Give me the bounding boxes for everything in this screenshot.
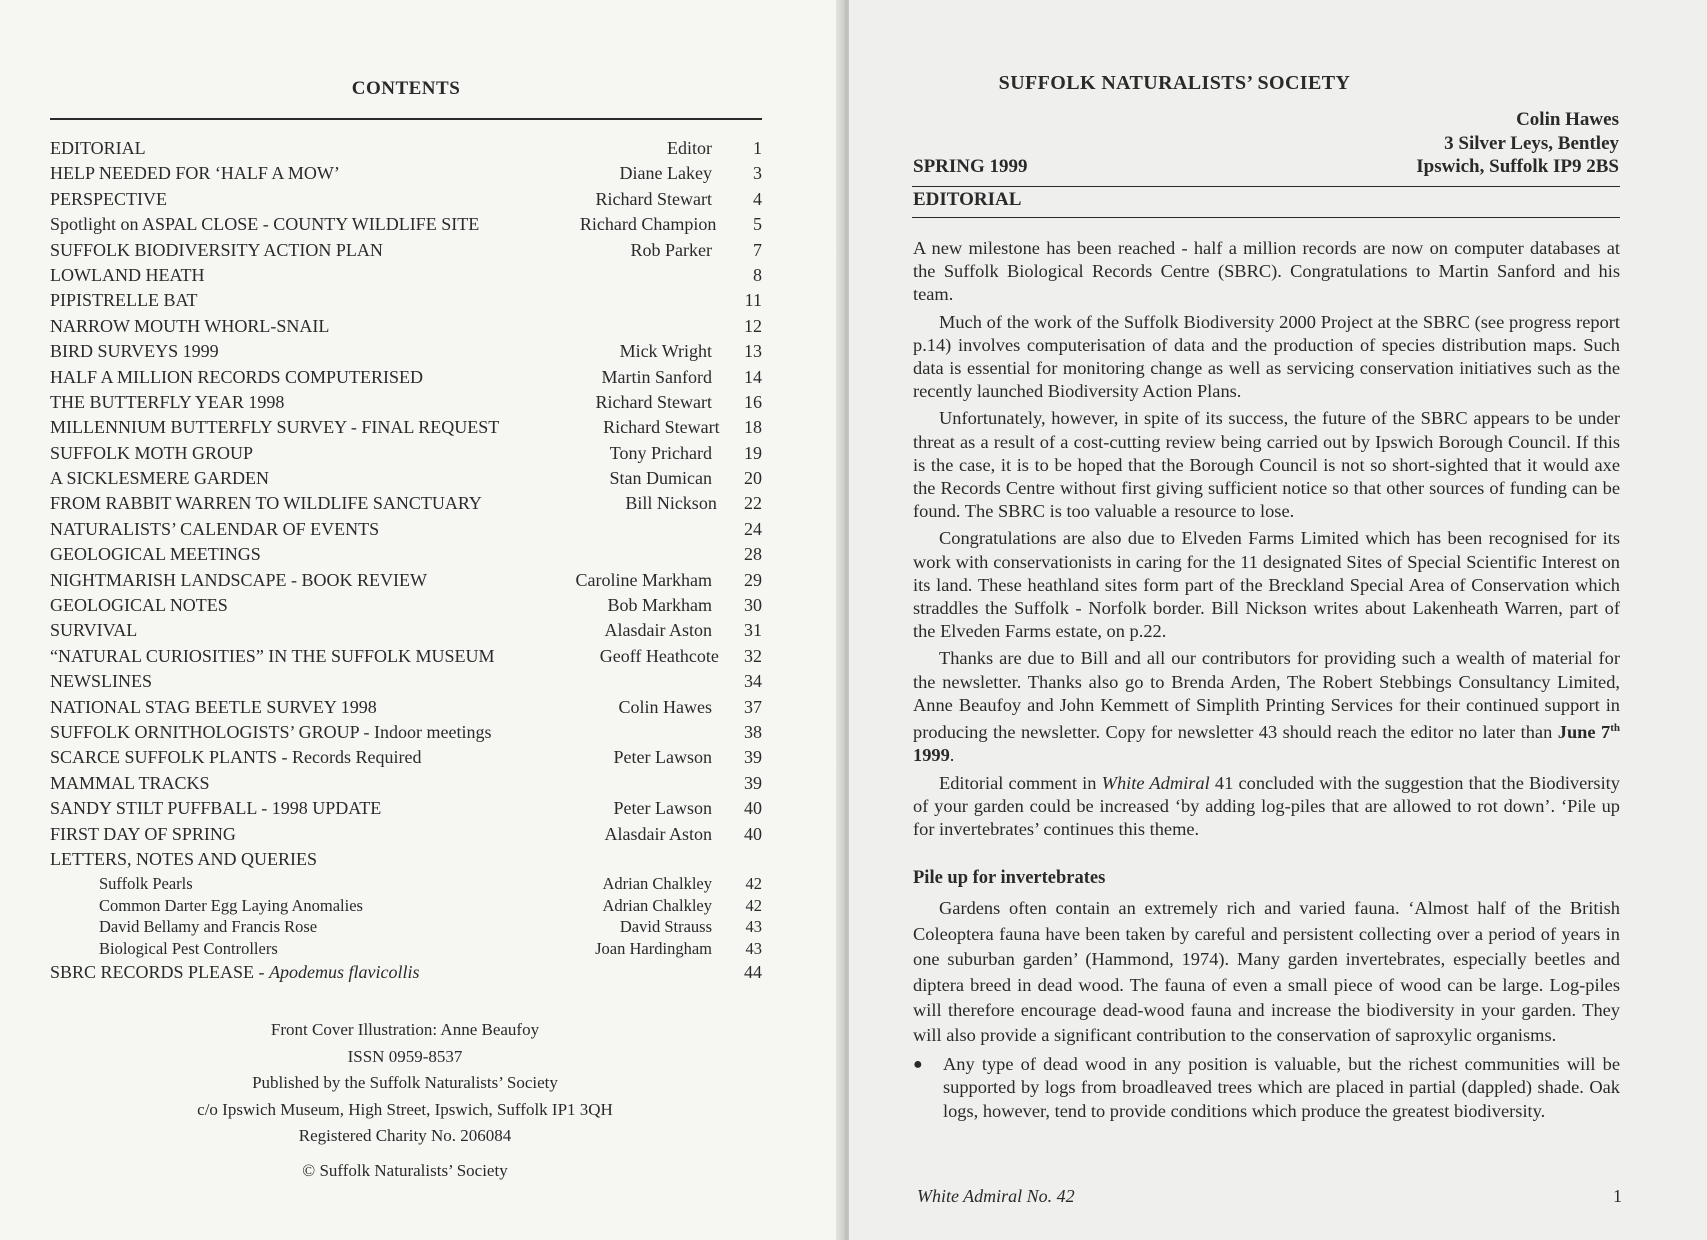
entry-page: 42 [745,895,762,915]
contents-heading: CONTENTS [351,78,461,99]
toc-entry [50,214,762,239]
entry-author: Alasdair Aston [604,620,712,641]
entry-title: LOWLAND HEATH [50,264,205,285]
entry-page: 44 [744,961,762,982]
section-title: EDITORIAL [913,189,1022,210]
toc-entry [50,824,762,849]
entry-title: NATIONAL STAG BEETLE SURVEY 1998 [50,696,377,717]
entry-title: SCARCE SUFFOLK PLANTS - Records Required [50,747,422,768]
entry-page: 42 [745,874,762,894]
entry-page: 34 [744,671,762,692]
section-rule-top [912,186,1620,187]
entry-page: 40 [744,823,762,844]
entry-page: 5 [753,214,762,235]
entry-title: NEWSLINES [50,671,152,692]
entry-author: Stan Dumican [609,468,712,489]
toc-entry [50,544,762,569]
toc-entry [50,570,762,595]
entry-title: GEOLOGICAL MEETINGS [50,544,261,565]
toc-subentry [50,917,762,938]
paragraph-thanks: Thanks are due to Bill and all our contributors for providing such a wealth of material for the newsletter. Thanks also go to Brenda Arden, The Robert Stebbings Consultancy Limited, Anne Beaufoy and John Kemmett of Simplith Printing Services for their continued support in producing the newsletter. Copy for newsletter 43 should reach the editor no later than June 7th 1999. [913,648,1620,766]
entry-page: 40 [744,798,762,819]
entry-author: Richard Stewart [603,417,720,438]
section-rule-bottom [912,217,1620,218]
left-page [0,0,843,1240]
entry-author: Joan Hardingham [595,938,712,958]
entry-author: Peter Lawson [613,747,712,768]
entry-page: 12 [744,315,762,336]
toc-entry [50,798,762,823]
entry-title: NIGHTMARISH LANDSCAPE - BOOK REVIEW [50,569,427,590]
toc-subentry [50,874,762,895]
footer-publication: White Admiral No. 42 [917,1186,1075,1206]
entry-page: 19 [744,442,762,463]
entry-author: Editor [667,138,712,158]
copyright: © Suffolk Naturalists’ Society [302,1160,508,1180]
entry-title: GEOLOGICAL NOTES [50,595,228,616]
toc-entry [50,493,762,518]
paragraph: A new milestone has been reached - half a million records are now on computer databases at the Suffolk Biological Records Centre (SBRC). Congratulations to Martin Sanford and his team. [913,238,1620,305]
entry-title: SUFFOLK ORNITHOLOGISTS’ GROUP - Indoor meetings [50,721,492,742]
entry-author: Diane Lakey [619,163,712,184]
entry-page: 14 [744,366,762,387]
entry-title: SUFFOLK MOTH GROUP [50,442,254,463]
entry-title: THE BUTTERFLY YEAR 1998 [50,391,285,412]
toc-entry [50,697,762,722]
entry-title: Biological Pest Controllers [99,938,278,958]
paragraph-comment: Editorial comment in White Admiral 41 concluded with the suggestion that the Biodiversity of your garden could be increased ‘by adding log-piles that are allowed to rot down’. ‘Pile up for invertebrates’ continues this theme. [913,772,1620,839]
entry-author: Rob Parker [630,239,712,260]
toc-entry [50,367,762,392]
toc-entry [50,849,762,874]
entry-title: Spotlight on ASPAL CLOSE - COUNTY WILDLIFE SITE [50,214,480,235]
entry-page: 20 [744,468,762,489]
issn: ISSN 0959-8537 [347,1046,463,1066]
entry-title: EDITORIAL [50,138,146,158]
publisher: Published by the Suffolk Naturalists’ Society [252,1073,558,1092]
publication-title: White Admiral [1101,772,1210,793]
entry-author: Richard Stewart [595,188,712,209]
toc-entry [50,671,762,696]
toc-entry [50,747,762,772]
toc-entry [50,341,762,366]
entry-page: 31 [744,620,762,641]
page-number: 1 [1613,1186,1622,1206]
entry-title: A SICKLESMERE GARDEN [50,468,270,489]
toc-entry [50,240,762,265]
address-line: Colin Hawes [1516,109,1619,130]
entry-page: 30 [744,595,762,616]
entry-author: Peter Lawson [613,798,712,819]
entry-page: 7 [753,239,762,260]
entry-author: Bill Nickson [625,493,717,514]
entry-title: SANDY STILT PUFFBALL - 1998 UPDATE [50,798,382,819]
toc-entry [50,468,762,493]
bullet-text: Any type of dead wood in any position is valuable, but the richest communities will be supported by logs from broadleaved trees which are placed in partial (dappled) shade. Oak logs, however, tend to provide conditions which produce the greatest biodiversity. [943,1053,1620,1121]
toc-entry [50,722,762,747]
entry-page: 24 [744,518,762,539]
toc-entry [50,962,762,987]
toc-entry [50,265,762,290]
paragraph: Gardens often contain an extremely rich and varied fauna. ‘Almost half of the British Coleoptera fauna have been taken by careful and persistent collecting over a period of years in one suburban garden’ (Hammond, 1974). Many garden invertebrates, especially beetles and diptera breed in dead wood. The fauna of even a small piece of wood can be large. Log-piles will therefore encourage dead-wood fauna and increase the biodiversity in your garden. They will also provide a significant contribution to the conservation of saproxylic organisms. [913,898,1620,1046]
entry-title: MAMMAL TRACKS [50,772,210,793]
entry-page: 18 [744,417,762,438]
charity-number: Registered Charity No. 206084 [298,1126,512,1145]
toc-entry [50,163,762,188]
entry-title: FROM RABBIT WARREN TO WILDLIFE SANCTUARY [50,493,482,514]
toc-subentry [50,939,762,960]
society-name: SUFFOLK NATURALISTS’ SOCIETY [998,72,1351,94]
entry-author: Bob Markham [607,595,712,616]
entry-author: Richard Stewart [595,391,712,412]
entry-page: 28 [744,544,762,565]
entry-page: 39 [744,747,762,768]
entry-author: Richard Champion [579,214,717,235]
entry-page: 43 [745,938,762,958]
entry-title: Common Darter Egg Laying Anomalies [99,895,363,915]
contents-rule [50,118,762,120]
entry-page: 13 [744,341,762,362]
entry-page: 37 [744,696,762,717]
toc-entry [50,773,762,798]
entry-title: HALF A MILLION RECORDS COMPUTERISED [50,366,424,387]
address-line: 3 Silver Leys, Bentley [1444,132,1619,154]
bullet-item [913,1053,1620,1123]
entry-author: Martin Sanford [601,366,712,387]
entry-page: 43 [745,917,762,937]
address-line: Ipswich, Suffolk IP9 2BS [1416,156,1619,177]
entry-title: PIPISTRELLE BAT [50,290,198,311]
entry-title: PERSPECTIVE [50,188,168,209]
editor-address [1416,108,1619,179]
entry-title: MILLENNIUM BUTTERFLY SURVEY - FINAL REQUEST [50,417,500,438]
entry-title: Suffolk Pearls [99,874,193,894]
entry-author: Adrian Chalkley [602,874,712,894]
entry-author: Mick Wright [619,341,712,362]
entry-page: 22 [744,493,762,514]
toc-subentry [50,896,762,917]
entry-page: 29 [744,569,762,590]
paragraph: Congratulations are also due to Elveden Farms Limited which has been recognised for its work with conservationists in caring for the 11 designated Sites of Special Scientific Interest on its land. These heathland sites form part of the Breckland Special Area of Conservation which straddles the Suffolk - Norfolk border. Bill Nickson writes about Lakenheath Warren, part of the Elveden Farms estate, on p.22. [913,528,1620,642]
entry-page: 3 [753,163,762,184]
entry-page: 39 [744,772,762,793]
paragraph: Unfortunately, however, in spite of its success, the future of the SBRC appears to be under threat as a result of a cost-cutting review being carried out by Ipswich Borough Council. If this is the case, it is to be hoped that the Borough Council is not so short-sighted that it would axe the Records Centre without first giving sufficient notice so that other sources of funding can be found. The SBRC is too valuable a resource to lose. [913,408,1620,522]
entry-page: 32 [744,645,762,666]
entry-title: “NATURAL CURIOSITIES” IN THE SUFFOLK MUSEUM [50,645,495,666]
entry-page: 1 [753,138,762,158]
entry-title: David Bellamy and Francis Rose [99,917,318,937]
toc-entry [50,417,762,442]
toc-entry [50,595,762,620]
publication-credits [100,1017,710,1184]
entry-author: Caroline Markham [575,569,712,590]
entry-author: Tony Prichard [609,442,712,463]
toc-entry [50,620,762,645]
toc-entry [50,646,762,671]
entry-author: Alasdair Aston [604,823,712,844]
entry-title: BIRD SURVEYS 1999 [50,341,219,362]
toc-entry [50,443,762,468]
editorial-body [913,237,1620,1123]
entry-title: NATURALISTS’ CALENDAR OF EVENTS [50,518,380,539]
entry-title: FIRST DAY OF SPRING [50,823,236,844]
entry-author: Colin Hawes [618,696,712,717]
paragraph: Much of the work of the Suffolk Biodiversity 2000 Project at the SBRC (see progress report p.14) involves computerisation of data and the production of species distribution maps. Such data is essential for monitoring change as well as servicing conservation initiatives such as the recently launched Biodiversity Action Plans. [913,311,1620,402]
entry-author: Geoff Heathcote [599,645,719,666]
entry-page: 8 [753,264,762,285]
cover-credit: Front Cover Illustration: Anne Beaufoy [270,1020,540,1039]
entry-title: NARROW MOUTH WHORL-SNAIL [50,315,330,336]
deadline-date: June 7th 1999 [913,722,1620,766]
entry-title: SUFFOLK BIODIVERSITY ACTION PLAN [50,239,383,260]
publisher-address: c/o Ipswich Museum, High Street, Ipswich, Suffolk IP1 3QH [197,1099,613,1119]
issue-season: SPRING 1999 [913,156,1028,177]
entry-title: LETTERS, NOTES AND QUERIES [50,848,317,869]
table-of-contents [50,138,762,987]
entry-title: SBRC RECORDS PLEASE - Apodemus flavicollis [50,961,420,982]
toc-entry [50,138,762,163]
entry-author: David Strauss [619,917,712,937]
toc-entry [50,392,762,417]
entry-title: HELP NEEDED FOR ‘HALF A MOW’ [50,163,340,184]
entry-title: SURVIVAL [50,620,138,641]
entry-page: 16 [744,391,762,412]
bullet-icon: ● [913,1055,923,1073]
toc-entry [50,290,762,315]
toc-entry [50,519,762,544]
toc-entry [50,189,762,214]
entry-author: Adrian Chalkley [602,895,712,915]
toc-entry [50,316,762,341]
entry-page: 38 [744,721,762,742]
subheading: Pile up for invertebrates [913,868,1106,889]
entry-page: 11 [744,290,762,311]
entry-page: 4 [753,188,762,209]
